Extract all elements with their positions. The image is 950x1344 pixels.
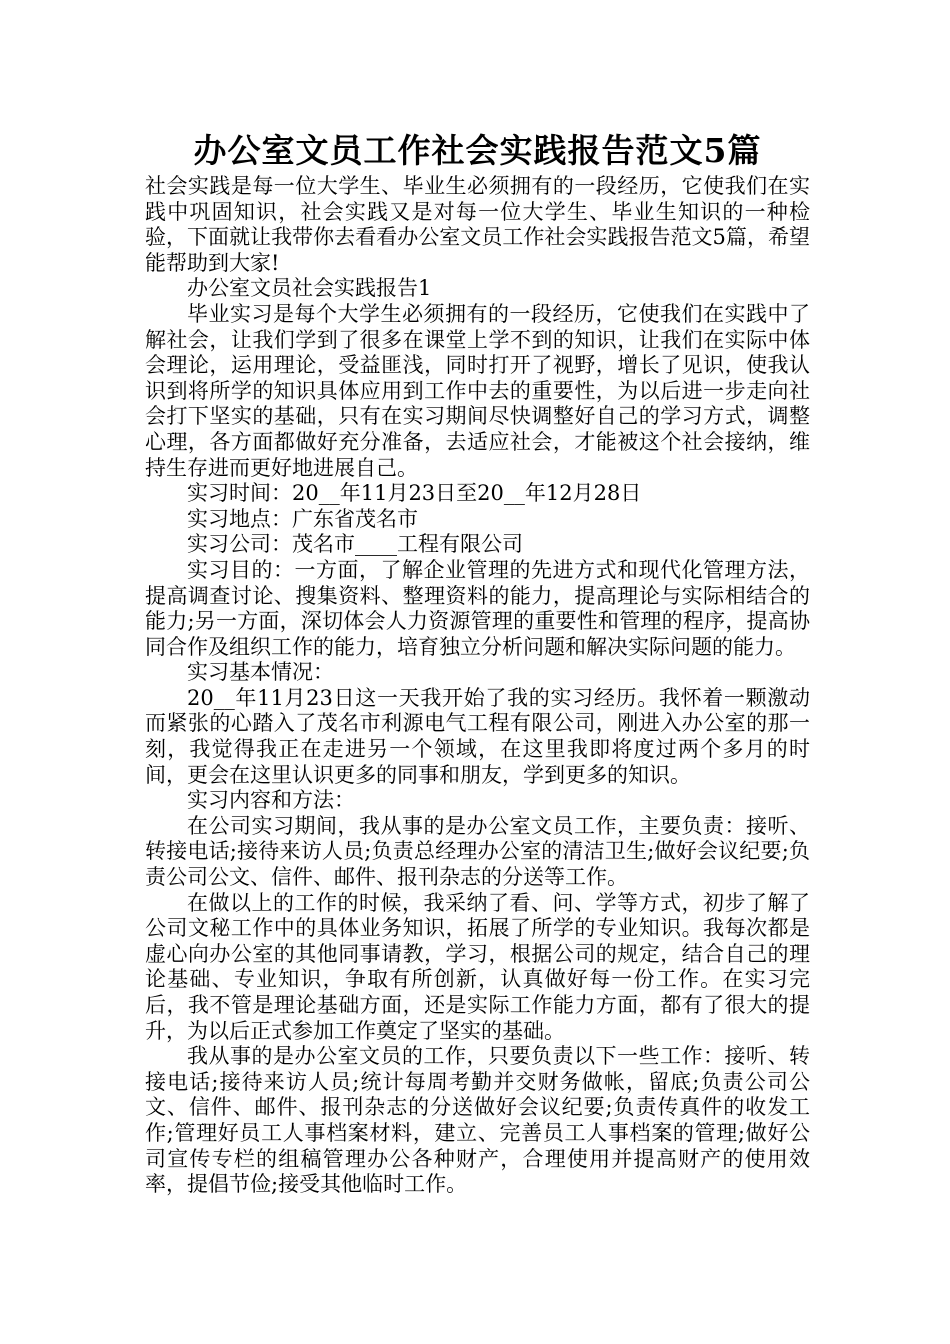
body-paragraph: 实习内容和方法： <box>187 788 355 813</box>
body-paragraph: 办公室文员社会实践报告1 <box>187 276 432 301</box>
body-paragraph: 社会实践是每一位大学生、毕业生必须拥有的一段经历，它使我们在实践中巩固知识，社会实践又是对每一位大学生、毕业生知识的一种检验，下面就让我带你去看看办公室文员工作社会实践报告范文5篇，希望能帮助到大家! <box>145 174 810 275</box>
body-paragraph: 实习地点：广东省茂名市 <box>187 506 418 531</box>
document-title: 办公室文员工作社会实践报告范文5篇 <box>193 131 762 170</box>
document-body <box>145 174 810 1198</box>
document-page <box>145 128 810 1198</box>
body-paragraph: 20__年11月23日这一天我开始了我的实习经历。我怀着一颗激动而紧张的心踏入了茂名市利源电气工程有限公司，刚进入办公室的那一刻，我觉得我正在走进另一个领域，在这里我即将度过两个多月的时间，更会在这里认识更多的同事和朋友，学到更多的知识。 <box>145 685 810 787</box>
body-paragraph: 毕业实习是每个大学生必须拥有的一段经历，它使我们在实践中了解社会，让我们学到了很多在课堂上学不到的知识，让我们在实际中体会理论，运用理论，受益匪浅，同时打开了视野，增长了见识，使我认识到将所学的知识具体应用到工作中去的重要性，为以后进一步走向社会打下坚实的基础，只有在实习期间尽快调整好自己的学习方式，调整心理，各方面都做好充分准备，去适应社会，才能被这个社会接纳，维持生存进而更好地进展自己。 <box>145 301 810 480</box>
body-paragraph: 在做以上的工作的时候，我采纳了看、问、学等方式，初步了解了公司文秘工作中的具体业务知识，拓展了所学的专业知识。我每次都是虚心向办公室的其他同事请教，学习，根据公司的规定，结合自己的理论基础、专业知识，争取有所创新，认真做好每一份工作。在实习完后，我不管是理论基础方面，还是实际工作能力方面，都有了很大的提升，为以后正式参加工作奠定了坚实的基础。 <box>145 890 810 1043</box>
body-paragraph: 实习基本情况： <box>187 660 334 685</box>
body-paragraph: 我从事的是办公室文员的工作，只要负责以下一些工作：接听、转接电话;接待来访人员;统计每周考勤并交财务做帐，留底;负责公司公文、信件、邮件、报刊杂志的分送做好会议纪要;负责传真件的收发工作;管理好员工人事档案材料，建立、完善员工人事档案的管理;做好公司宣传专栏的组稿管理办公各种财产，合理使用并提高财产的使用效率，提倡节俭;接受其他临时工作。 <box>145 1044 810 1197</box>
body-paragraph: 实习时间：20__年11月23日至20__年12月28日 <box>187 481 642 506</box>
body-paragraph: 在公司实习期间，我从事的是办公室文员工作，主要负责：接听、转接电话;接待来访人员;负责总经理办公室的清洁卫生;做好会议纪要;负责公司公文、信件、邮件、报刊杂志的分送等工作。 <box>145 813 810 890</box>
body-paragraph: 实习目的：一方面，了解企业管理的先进方式和现代化管理方法，提高调查讨论、搜集资料、整理资料的能力，提高理论与实际相结合的能力;另一方面，深切体会人力资源管理的重要性和管理的程序，提高协同合作及组织工作的能力，培育独立分析问题和解决实际问题的能力。 <box>145 557 810 659</box>
body-paragraph: 实习公司：茂名市____工程有限公司 <box>187 532 523 557</box>
